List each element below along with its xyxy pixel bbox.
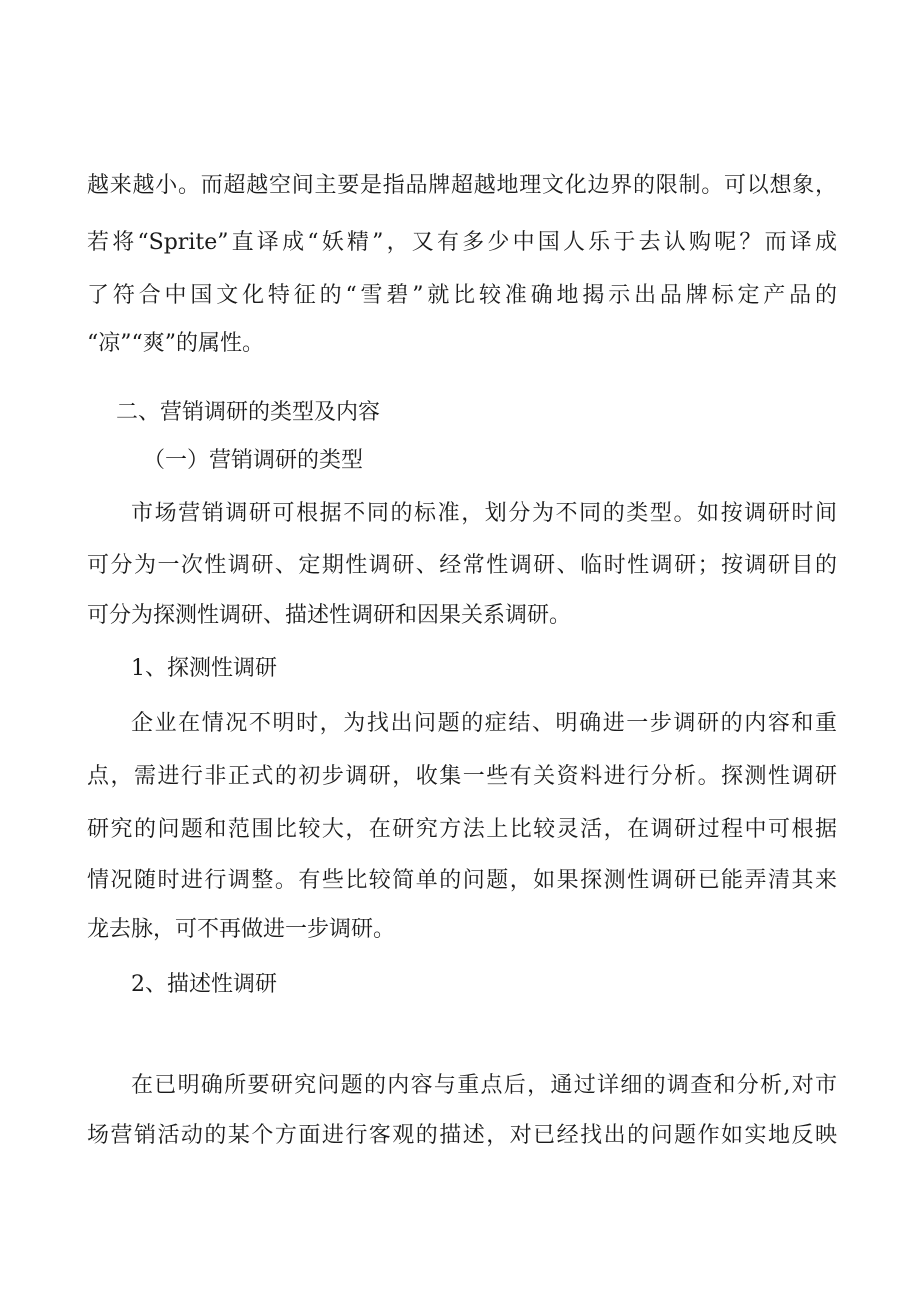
text-line: 了符合中国文化特征的“雪碧”就比较准确地揭示出品牌标定产品的	[87, 283, 837, 308]
section-heading: 二、营销调研的类型及内容	[116, 400, 381, 425]
text-line: 若将“Sprite”直译成“妖精”，又有多少中国人乐于去认购呢？而译成	[87, 230, 837, 255]
text-line: 点，需进行非正式的初步调研，收集一些有关资料进行分析。探测性调研	[87, 764, 837, 789]
text-line: 越来越小。而超越空间主要是指品牌超越地理文化边界的限制。可以想象，	[87, 173, 837, 198]
text-line: 可分为一次性调研、定期性调研、经常性调研、临时性调研；按调研目的	[87, 553, 837, 578]
item-heading-descriptive: 2、描述性调研	[131, 972, 277, 997]
text-line: 在已明确所要研究问题的内容与重点后，通过详细的调查和分析,对市	[131, 1073, 837, 1098]
text-line: “凉”“爽”的属性。	[87, 331, 264, 356]
text-line: 市场营销调研可根据不同的标准，划分为不同的类型。如按调研时间	[131, 501, 837, 526]
item-heading-exploratory: 1、探测性调研	[131, 656, 277, 681]
subsection-heading: （一）营销调研的类型	[143, 448, 364, 473]
text-line: 龙去脉，可不再做进一步调研。	[87, 917, 396, 942]
text-line: 场营销活动的某个方面进行客观的描述，对已经找出的问题作如实地反映	[87, 1123, 837, 1148]
text-line: 情况随时进行调整。有些比较简单的问题，如果探测性调研已能弄清其来	[87, 868, 837, 893]
text-line: 可分为探测性调研、描述性调研和因果关系调研。	[87, 603, 572, 628]
text-line: 研究的问题和范围比较大，在研究方法上比较灵活，在调研过程中可根据	[87, 817, 837, 842]
text-line: 企业在情况不明时，为找出问题的症结、明确进一步调研的内容和重	[131, 711, 837, 736]
